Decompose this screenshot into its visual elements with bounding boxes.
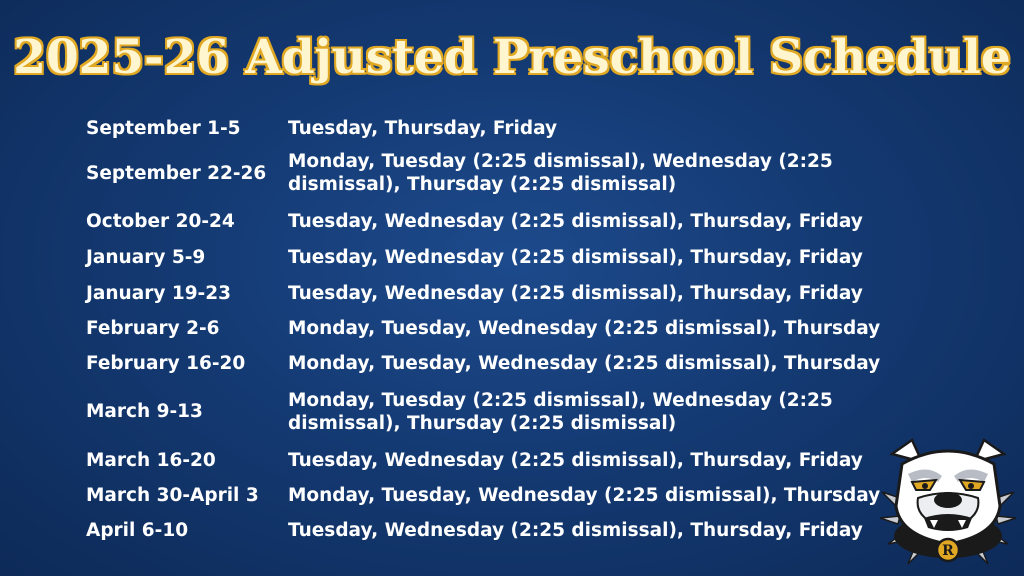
schedule-row: [86, 513, 946, 548]
schedule-date: October 20-24: [86, 211, 235, 232]
schedule-date: January 19-23: [86, 282, 231, 304]
schedule-days: Tuesday, Wednesday (2:25 dismissal), Thursday, Friday: [288, 282, 863, 304]
schedule-date: March 30-April 3: [86, 485, 259, 506]
schedule-row: [86, 442, 946, 478]
schedule-days: Tuesday, Wednesday (2:25 dismissal), Thursday, Friday: [288, 246, 863, 268]
schedule-days: Tuesday, Wednesday (2:25 dismissal), Thursday, Friday: [288, 211, 863, 232]
schedule-days: Tuesday, Wednesday (2:25 dismissal), Thursday, Friday: [288, 520, 863, 541]
schedule-days: Monday, Tuesday (2:25 dismissal), Wednesday (2:25 dismissal), Thursday (2:25 dismissal): [288, 389, 833, 434]
schedule-days: Monday, Tuesday, Wednesday (2:25 dismissal), Thursday: [288, 485, 881, 506]
schedule-table: [86, 114, 946, 548]
schedule-date: March 9-13: [86, 401, 203, 422]
bulldog-mascot-icon: [878, 436, 1018, 568]
schedule-date: September 22-26: [86, 162, 267, 184]
schedule-date: February 16-20: [86, 353, 246, 374]
schedule-date: April 6-10: [86, 520, 189, 541]
schedule-row: [86, 239, 946, 275]
schedule-days: Monday, Tuesday (2:25 dismissal), Wednesday (2:25 dismissal), Thursday (2:25 dismissal): [288, 151, 833, 195]
schedule-row: [86, 478, 946, 513]
page-title: 2025-26 Adjusted Preschool Schedule: [13, 30, 1011, 85]
schedule-row: [86, 311, 946, 346]
schedule-row: [86, 142, 946, 204]
schedule-days: Monday, Tuesday, Wednesday (2:25 dismissal), Thursday: [288, 318, 881, 339]
schedule-row: [86, 275, 946, 311]
schedule-row: [86, 381, 946, 442]
schedule-days: Tuesday, Thursday, Friday: [288, 117, 558, 139]
schedule-row: [86, 114, 946, 142]
logo-letter: R: [942, 543, 954, 559]
schedule-date: January 5-9: [86, 246, 206, 268]
schedule-row: [86, 346, 946, 381]
schedule-date: February 2-6: [86, 318, 220, 339]
schedule-days: Tuesday, Wednesday (2:25 dismissal), Thursday, Friday: [288, 449, 863, 471]
schedule-row: [86, 204, 946, 239]
schedule-days: Monday, Tuesday, Wednesday (2:25 dismissal), Thursday: [288, 353, 881, 374]
schedule-date: March 16-20: [86, 449, 216, 471]
schedule-date: September 1-5: [86, 117, 241, 139]
